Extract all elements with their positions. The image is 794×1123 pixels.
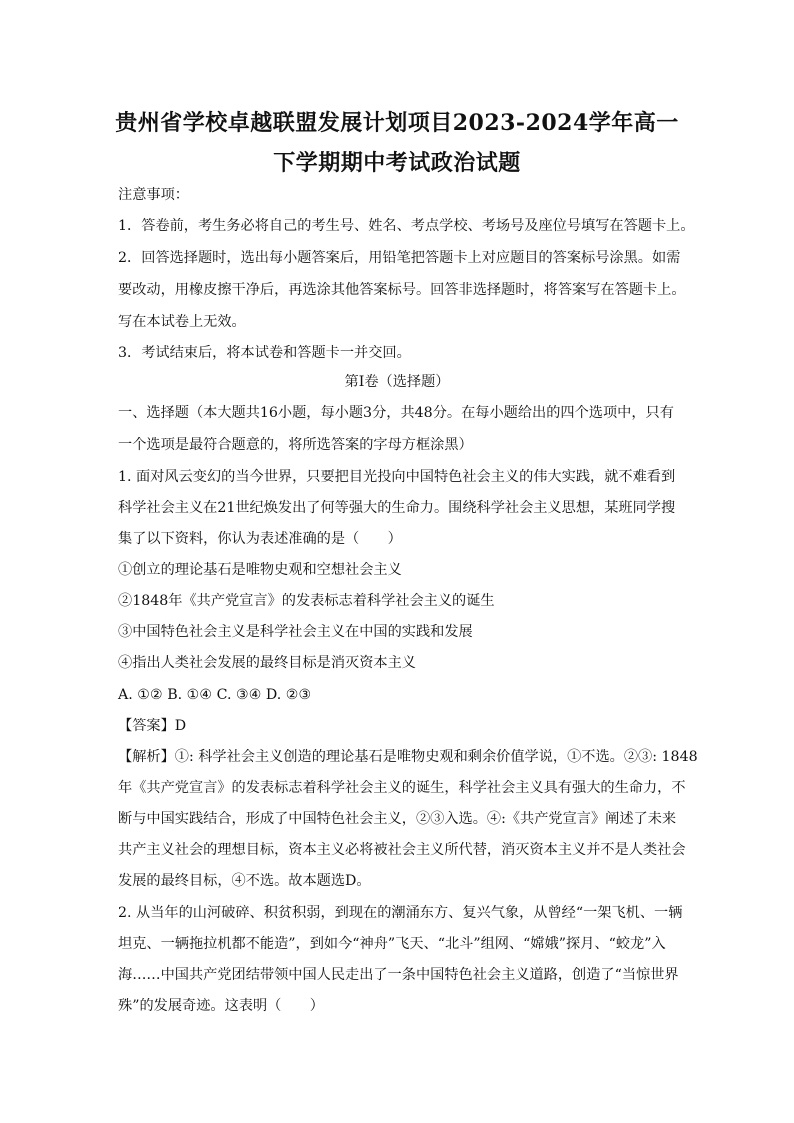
question-1-stem-line2: 科学社会主义在21世纪焕发出了何等强大的生命力。围绕科学社会主义思想，某班同学搜 [118, 500, 676, 516]
question-1-explanation-line5: 发展的最终目标，④不选。故本题选D。 [118, 873, 371, 889]
question-2-stem-line3: 海……中国共产党团结带领中国人民走出了一条中国特色社会主义道路，创造了“当惊世界 [118, 967, 679, 983]
notice-item-1: 1．答卷前，考生务必将自己的考生号、姓名、考点学校、考场号及座位号填写在答题卡上。 [118, 218, 695, 234]
notice-item-2-line1: 2．回答选择题时，选出每小题答案后，用铅笔把答题卡上对应题目的答案标号涂黑。如需 [118, 250, 681, 266]
question-1-choices: A. ①② B. ①④ C. ③④ D. ②③ [118, 687, 312, 703]
question-2-stem-line4: 殊”的发展奇迹。这表明（ ） [118, 998, 324, 1014]
question-1-statement-2: ②1848年《共产党宣言》的发表标志着科学社会主义的诞生 [118, 593, 495, 609]
notice-item-2-line2: 要改动，用橡皮擦干净后，再选涂其他答案标号。回答非选择题时，将答案写在答题卡上。 [118, 282, 686, 298]
question-1-stem-line1: 1. 面对风云变幻的当今世界，只要把目光投向中国特色社会主义的伟大实践，就不难看到 [118, 469, 676, 485]
question-1-stem-line3: 集了以下资料，你认为表述准确的是（ ） [118, 531, 402, 547]
question-1-statement-4: ④指出人类社会发展的最终目标是消灭资本主义 [118, 655, 416, 671]
section-heading: 第I卷（选择题） [344, 374, 450, 390]
question-1-answer: 【答案】D [118, 718, 187, 734]
question-1-explanation-line1: 【解析】①: 科学社会主义创造的理论基石是唯物史观和剩余价值学说，①不选。②③: 1848 [118, 749, 698, 765]
question-1-statement-1: ①创立的理论基石是唯物史观和空想社会主义 [118, 562, 402, 578]
question-2-stem-line2: 坦克、一辆拖拉机都不能造”，到如今“神舟”飞天、“北斗”组网、“嫦娥”探月、“蛟龙”入 [118, 936, 666, 952]
exam-title-line1: 贵州省学校卓越联盟发展计划项目2023-2024学年高一 [115, 110, 679, 136]
question-2-stem-line1: 2. 从当年的山河破碎、积贫积弱，到现在的潮涌东方、复兴气象，从曾经“一架飞机、一辆 [118, 905, 683, 921]
notice-heading: 注意事项： [118, 187, 189, 203]
exam-title-line2: 下学期期中考试政治试题 [273, 150, 521, 176]
notice-item-2-line3: 写在本试卷上无效。 [118, 314, 246, 330]
notice-item-3: 3．考试结束后，将本试卷和答题卡一并交回。 [118, 345, 411, 361]
question-1-explanation-line3: 断与中国实践结合，形成了中国特色社会主义，②③入选。④:《共产党宣言》阐述了未来 [118, 811, 677, 827]
question-1-explanation-line2: 年《共产党宣言》的发表标志着科学社会主义的诞生，科学社会主义具有强大的生命力，不 [118, 780, 686, 796]
section-instruction-line2: 一个选项是最符合题意的，将所选答案的字母方框涂黑） [118, 437, 473, 453]
section-instruction-line1: 一、选择题（本大题共16小题，每小题3分，共48分。在每小题给出的四个选项中，只有 [118, 405, 674, 421]
question-1-explanation-line4: 共产主义社会的理想目标，资本主义必将被社会主义所代替，消灭资本主义并不是人类社会 [118, 842, 686, 858]
question-1-statement-3: ③中国特色社会主义是科学社会主义在中国的实践和发展 [118, 624, 473, 640]
